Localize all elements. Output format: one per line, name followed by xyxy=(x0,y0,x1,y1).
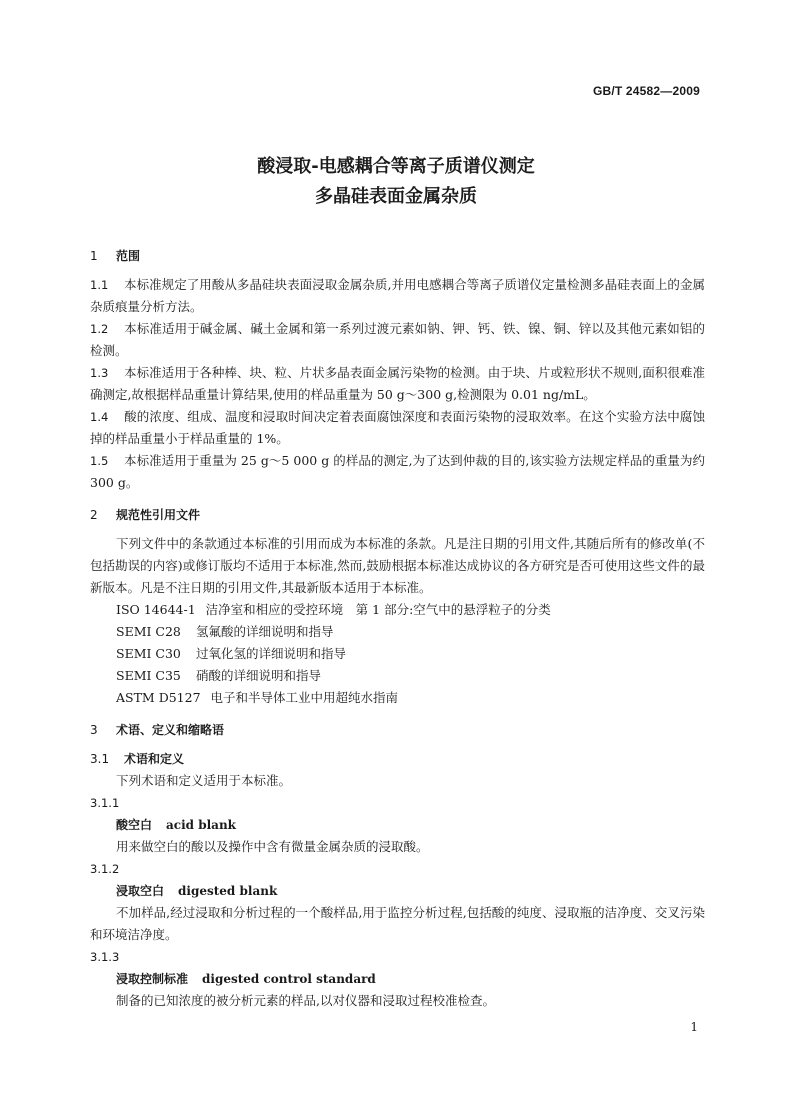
term-number: 3.1.1 xyxy=(90,796,120,810)
title-line-1: 酸浸取-电感耦合等离子质谱仪测定 xyxy=(257,156,535,177)
title-line-2: 多晶硅表面金属杂质 xyxy=(315,186,477,207)
section-3-heading: 3 术语、定义和缩略语 xyxy=(90,723,225,737)
reference-item: ISO 14644-1 洁净室和相应的受控环境 第 1 部分:空气中的悬浮粒子的分类 xyxy=(116,602,551,617)
subsection-3-1-heading: 3.1 术语和定义 xyxy=(90,752,185,766)
clause-1-1: 1.1 本标准规定了用酸从多晶硅块表面浸取金属杂质,并用电感耦合等离子质谱仪定量检测多晶硅表面上的金属杂质痕量分析方法。 xyxy=(90,277,705,314)
section-2-heading: 2 规范性引用文件 xyxy=(90,508,201,522)
reference-item: SEMI C28 氢氟酸的详细说明和指导 xyxy=(116,624,334,639)
standard-code: GB/T 24582—2009 xyxy=(592,84,700,98)
term-title: 酸空白 acid blank xyxy=(116,818,236,832)
clause-1-2: 1.2 本标准适用于碱金属、碱土金属和第一系列过渡元素如钠、钾、钙、铁、镍、铜、锌以及其他元素如铝的检测。 xyxy=(90,321,705,358)
term-number: 3.1.3 xyxy=(90,950,120,964)
clause-1-3: 1.3 本标准适用于各种棒、块、粒、片状多晶表面金属污染物的检测。由于块、片或粒形状不规则,面积很难准确测定,故根据样品重量计算结果,使用的样品重量为 50 g～300 g,检测限为 0.01 ng/mL。 xyxy=(90,365,705,402)
term-title: 浸取空白 digested blank xyxy=(116,884,278,898)
term-title: 浸取控制标准 digested control standard xyxy=(116,972,376,986)
term-definition: 不加样品,经过浸取和分析过程的一个酸样品,用于监控分析过程,包括酸的纯度、浸取瓶的洁净度、交叉污染和环境洁净度。 xyxy=(90,905,705,942)
document-title xyxy=(0,152,792,212)
term-definition: 制备的已知浓度的被分析元素的样品,以对仪器和浸取过程校准检查。 xyxy=(116,993,495,1008)
section-1-heading: 1 范围 xyxy=(90,249,141,263)
reference-item: SEMI C30 过氧化氢的详细说明和指导 xyxy=(116,646,347,661)
section-2-intro: 下列文件中的条款通过本标准的引用而成为本标准的条款。凡是注日期的引用文件,其随后所有的修改单(不包括勘误的内容)或修订版均不适用于本标准,然而,鼓励根据本标准达成协议的各方研究是否可使用这些文件的最新版本。凡是不注日期的引用文件,其最新版本适用于本标准。 xyxy=(90,536,705,595)
document-body xyxy=(90,245,705,1012)
term-definition: 用来做空白的酸以及操作中含有微量金属杂质的浸取酸。 xyxy=(116,839,429,854)
subsection-3-1-intro: 下列术语和定义适用于本标准。 xyxy=(116,773,292,788)
clause-1-4: 1.4 酸的浓度、组成、温度和浸取时间决定着表面腐蚀深度和表面污染物的浸取效率。在这个实验方法中腐蚀掉的样品重量小于样品重量的 1%。 xyxy=(90,409,705,446)
reference-item: ASTM D5127 电子和半导体工业中用超纯水指南 xyxy=(116,690,399,705)
page-number: 1 xyxy=(690,1020,698,1034)
reference-item: SEMI C35 硝酸的详细说明和指导 xyxy=(116,668,322,683)
term-number: 3.1.2 xyxy=(90,862,120,876)
clause-1-5: 1.5 本标准适用于重量为 25 g～5 000 g 的样品的测定,为了达到仲裁的目的,该实验方法规定样品的重量为约 300 g。 xyxy=(90,453,705,490)
